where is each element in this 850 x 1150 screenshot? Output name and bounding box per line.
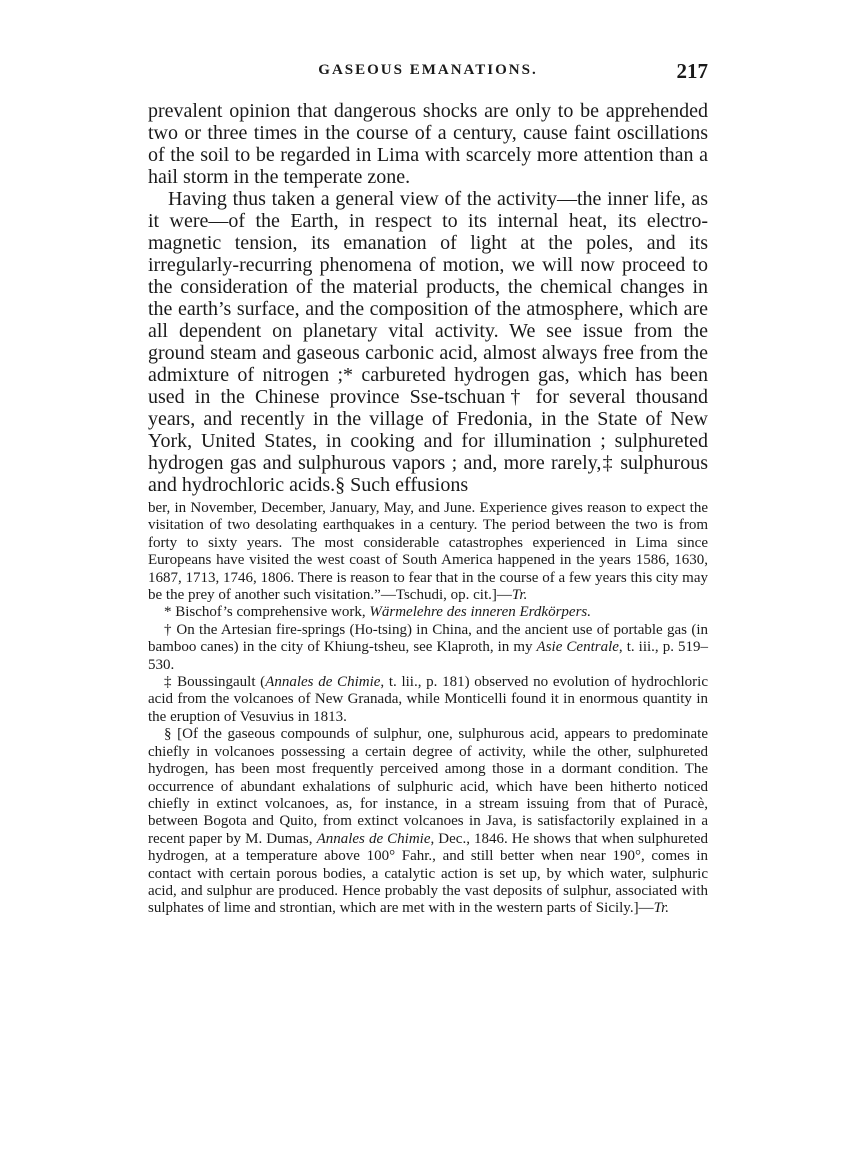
main-text [148,100,708,496]
text-block [148,100,708,918]
footnote-continuation [148,500,708,604]
footnote-ddagger-text-a: Boussingault ( [172,674,266,691]
page-number: 217 [676,59,708,83]
page-header [148,59,708,86]
footnote-section [148,726,708,917]
footnote-ddagger [148,674,708,726]
running-head: GASEOUS EMANATIONS. [318,62,538,78]
footnote-star [148,604,708,621]
footnote-section-title: Annales de Chimie [316,830,431,847]
footnote-section-text-a: [Of the gaseous compounds of sulphur, one, sulphurous acid, appears to predominate chiefly in volcanoes possessing a certain degree of activity, while the other, sulphureted hydrogen, has been most frequently perceived among those in a dormant condition. The occurrence of abundant exhalations of sulphuric acid, which have been hitherto noticed chiefly in extinct volcanoes, as, for instance, in a stream issuing from that of Puracè, between Bogota and Quito, from extinct volcanoes in Java, is satisfactorily explained in a recent paper by M. Dumas, [148,726,708,847]
footnote-star-mark: * [164,604,172,621]
footnote-continuation-text: ber, in November, December, January, May, and June. Experience gives reason to expect the visitation of two desolating earthquakes in a century. The period between the two is from forty to sixty years. The most considerable catastrophes experienced in Lima since Europeans have visited the west coast of South America happened in the years 1586, 1630, 1687, 1713, 1746, 1806. There is reason to fear that in the course of a few years this city may be the prey of another such visitation.”—Tschudi, op. cit.]— [148,500,708,604]
footnote-dagger [148,622,708,674]
footnote-ddagger-text-b: , t. lii., p. 181) observed no evolution of hydrochloric acid from the volcanoes of New Granada, while Monticelli found it in enormous quantity in the eruption of Vesuvius in 1813. [148,674,708,725]
footnote-section-text-b: , Dec., 1846. He shows that when sulphureted hydrogen, at a temperature above 100° Fahr., and still better when near 190°, comes in contact with certain porous bodies, a catalytic action is set up, by which water, sulphuric acid, and sulphur are produced. Hence probably the vast deposits of sulphur, associated with sulphates of lime and strontian, which are met with in the western parts of Sicily.]— [148,830,708,917]
translator-mark: Tr. [653,900,670,917]
main-paragraph-1: prevalent opinion that dangerous shocks are only to be apprehended two or three times in the course of a century, cause faint oscillations of the soil to be regarded in Lima with scarcely more attention than a hail storm in the temperate zone. [148,100,708,188]
footnote-star-text: Bischof’s comprehensive work, [171,604,370,621]
footnote-dagger-text-a: On the Artesian fire-springs (Ho-tsing) in China, and the ancient use of portable gas (in bamboo canes) in the city of Khiung-tsheu, see Klaproth, in my [148,621,708,656]
footnote-ddagger-title: Annales de Chimie [265,674,381,691]
main-paragraph-2: Having thus taken a general view of the activity—the inner life, as it were—of the Earth, in respect to its internal heat, its electro-magnetic tension, its emanation of light at the poles, and its irregularly-recurring phenomena of motion, we will now proceed to the consideration of the material products, the chemical changes in the earth’s surface, and the composition of the atmosphere, which are all dependent on planetary vital activity. We see issue from the ground steam and gaseous carbonic acid, almost always free from the admixture of nitrogen ;* carbureted hydrogen gas, which has been used in the Chinese province Sse-tschuan† for several thousand years, and recently in the village of Fredonia, in the State of New York, United States, in cooking and for illumination ; sulphureted hydrogen gas and sulphurous vapors ; and, more rarely,‡ sulphurous and hydrochloric acids.§ Such effusions [148,188,708,496]
footnote-ddagger-mark: ‡ [164,674,173,691]
footnote-section-mark: § [164,726,172,743]
footnote-dagger-title: Asie Centrale [536,639,619,656]
footnotes [148,500,708,918]
translator-mark: Tr. [511,587,528,604]
footnote-dagger-mark: † [164,621,173,638]
footnote-dagger-text-b: , t. iii., p. 519–530. [148,639,709,673]
footnote-star-title: Wärmelehre des inneren Erdkörpers. [369,604,591,621]
